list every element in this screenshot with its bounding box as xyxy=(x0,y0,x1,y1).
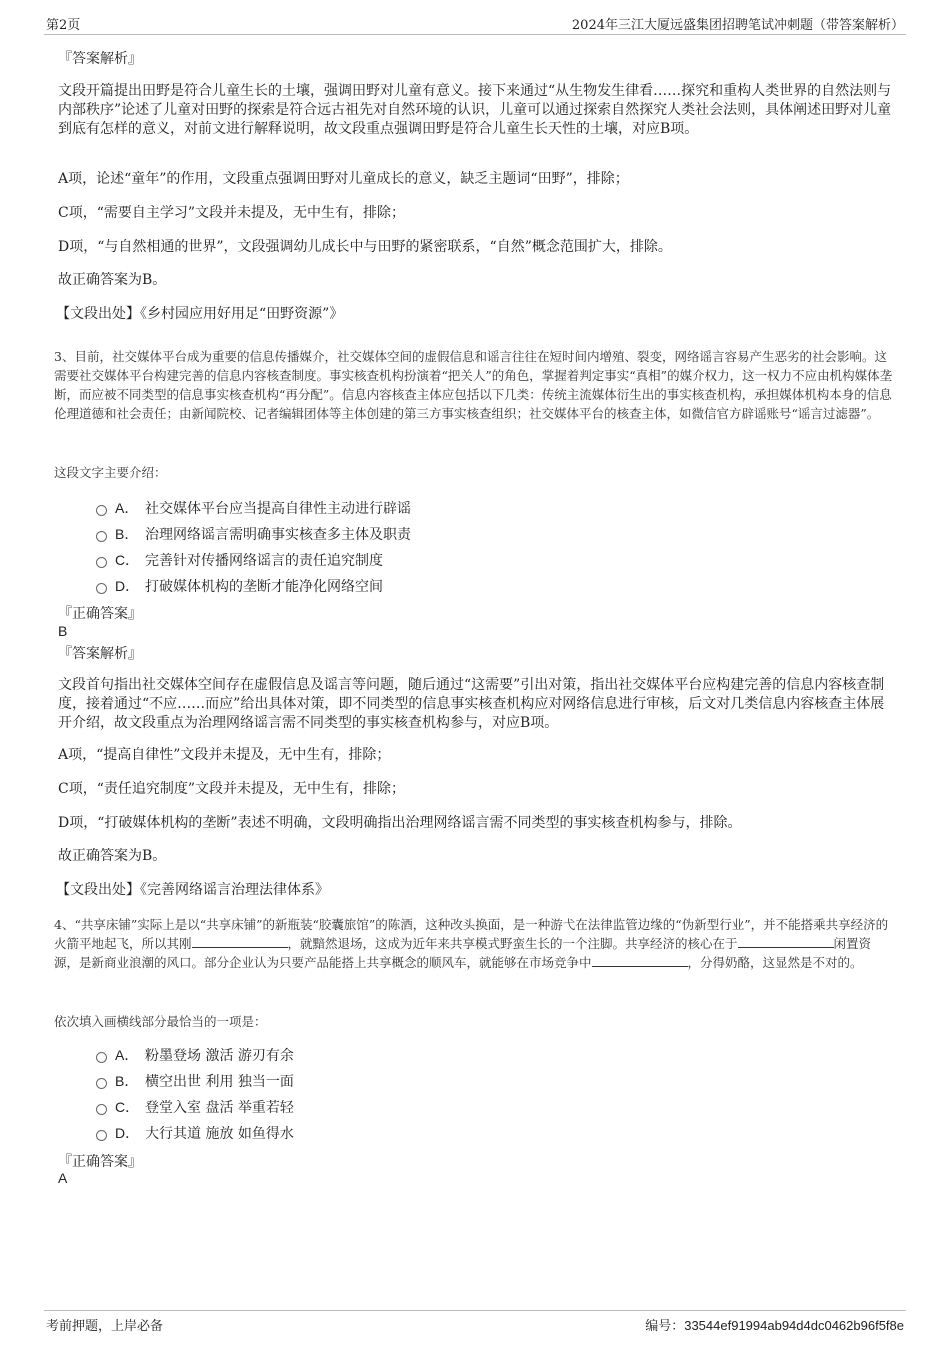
radio-icon[interactable] xyxy=(96,557,107,568)
question-3-text: 3、目前，社交媒体平台成为重要的信息传播媒介，社交媒体空间的虚假信息和谣言往往在短时间内增殖、裂变，网络谣言容易产生恶劣的社会影响。这需要社交媒体平台构建完善的信息内容核查制度。事实核查机构扮演着“把关人”的角色，掌握着判定事实“真相”的媒介权力，这一权力不应由机构媒体垄断，而应被不同类型的信息事实核查机构“再分配”。信息内容核查主体应包括以下几类：传统主流媒体衍生出的事实核查机构，承担媒体机构本身的信息伦理道德和社会责任；由新闻院校、记者编辑团体等主体创建的第三方事实核查组织；社交媒体平台的核查主体，如微信官方辟谣账号“谣言过滤器”。 xyxy=(54,349,893,421)
analysis-label: 『答案解析』 xyxy=(58,646,142,662)
question-4-prompt: 依次填入画横线部分最恰当的一项是： xyxy=(54,1014,267,1029)
blank-3 xyxy=(592,953,688,967)
option-b[interactable]: B． 横空出世 利用 独当一面 xyxy=(96,1071,294,1091)
conclusion: 故正确答案为B。 xyxy=(58,272,167,288)
analysis-option-d: D项，“打破媒体机构的垄断”表述不明确，文段明确指出治理网络谣言需不同类型的事实核查机构参与，排除。 xyxy=(58,815,742,831)
page-footer xyxy=(44,1310,906,1337)
footer-slogan: 考前押题，上岸必备 xyxy=(46,1319,164,1334)
answer-value: B xyxy=(58,623,68,639)
option-a[interactable]: A． 粉墨登场 激活 游刃有余 xyxy=(96,1045,294,1065)
blank-2 xyxy=(738,934,834,948)
analysis-label: 『答案解析』 xyxy=(58,51,142,67)
option-a[interactable]: A． 社交媒体平台应当提高自律性主动进行辟谣 xyxy=(96,498,411,518)
document-title: 2024年三江大厦远盛集团招聘笔试冲刺题（带答案解析） xyxy=(571,18,904,33)
source-citation: 【文段出处】《完善网络谣言治理法律体系》 xyxy=(56,882,329,898)
analysis-option-a: A项，“提高自律性”文段并未提及，无中生有，排除； xyxy=(58,747,391,763)
analysis-option-d: D项，“与自然相通的世界”，文段强调幼儿成长中与田野的紧密联系，“自然”概念范围扩大，排除。 xyxy=(58,239,672,255)
option-d[interactable]: D． 大行其道 施放 如鱼得水 xyxy=(96,1123,294,1143)
source-citation: 【文段出处】《乡村园应用好用足“田野资源”》 xyxy=(56,306,344,322)
answer-value: A xyxy=(58,1170,68,1186)
answer-label: 『正确答案』 xyxy=(58,606,142,622)
analysis-option-a: A项，论述“童年”的作用，文段重点强调田野对儿童成长的意义，缺乏主题词“田野”，排除； xyxy=(58,171,629,187)
analysis-option-c: C项，“需要自主学习”文段并未提及，无中生有，排除； xyxy=(58,205,406,221)
conclusion: 故正确答案为B。 xyxy=(58,848,167,864)
radio-icon[interactable] xyxy=(96,583,107,594)
radio-icon[interactable] xyxy=(96,505,107,516)
option-d[interactable]: D． 打破媒体机构的垄断才能净化网络空间 xyxy=(96,576,383,596)
page-header xyxy=(44,12,906,35)
option-c[interactable]: C． 完善针对传播网络谣言的责任追究制度 xyxy=(96,550,383,570)
question-3-prompt: 这段文字主要介绍： xyxy=(54,465,167,480)
question-4-text: 4、“共享床铺”实际上是以“共享床铺”的新瓶装“胶囊旅馆”的陈酒，这种改头换面，是一种游弋在法律监管边缘的“伪新型行业”，并不能搭乘共享经济的火箭平地起飞，所以其刚 ，就黯然退场，这成为近年来共享模式野蛮生长的一个注脚。共享经济的核心在于 闲置资源，是新商业浪潮的风口。部分企业认为只要产品能搭上共享概念的顺风车，就能够在市场竞争中 ，分得奶酪，这显然是不对的。 xyxy=(54,917,889,970)
radio-icon[interactable] xyxy=(96,531,107,542)
option-b[interactable]: B． 治理网络谣言需明确事实核查多主体及职责 xyxy=(96,524,411,544)
radio-icon[interactable] xyxy=(96,1104,107,1115)
radio-icon[interactable] xyxy=(96,1052,107,1063)
option-c[interactable]: C． 登堂入室 盘活 举重若轻 xyxy=(96,1097,294,1117)
radio-icon[interactable] xyxy=(96,1130,107,1141)
answer-label: 『正确答案』 xyxy=(58,1154,142,1170)
page-number: 第2页 xyxy=(46,18,81,33)
radio-icon[interactable] xyxy=(96,1078,107,1089)
blank-1 xyxy=(192,934,288,948)
document-code: 编号：33544ef91994ab94d4dc0462b96f5f8e xyxy=(645,1318,904,1333)
analysis-text: 文段首句指出社交媒体空间存在虚假信息及谣言等问题，随后通过“这需要”引出对策，指出社交媒体平台应构建完善的信息内容核查制度，接着通过“不应……而应”给出具体对策，即不同类型的信息事实核查机构应对网络信息进行审核，后文对几类信息内容核查主体展开介绍，故文段重点为治理网络谣言需不同类型的事实核查机构参与，对应B项。 xyxy=(58,677,885,731)
analysis-text: 文段开篇提出田野是符合儿童生长的土壤，强调田野对儿童有意义。接下来通过“从生物发生律看……探究和重构人类世界的自然法则与内部秩序”论述了儿童对田野的探索是符合远古祖先对自然环境的认识，儿童可以通过探索自然探究人类社会法则，具体阐述田野对儿童到底有怎样的意义，对前文进行解释说明，故文段重点强调田野是符合儿童生长天性的土壤，对应B项。 xyxy=(58,83,892,137)
analysis-option-c: C项，“责任追究制度”文段并未提及，无中生有，排除； xyxy=(58,781,406,797)
